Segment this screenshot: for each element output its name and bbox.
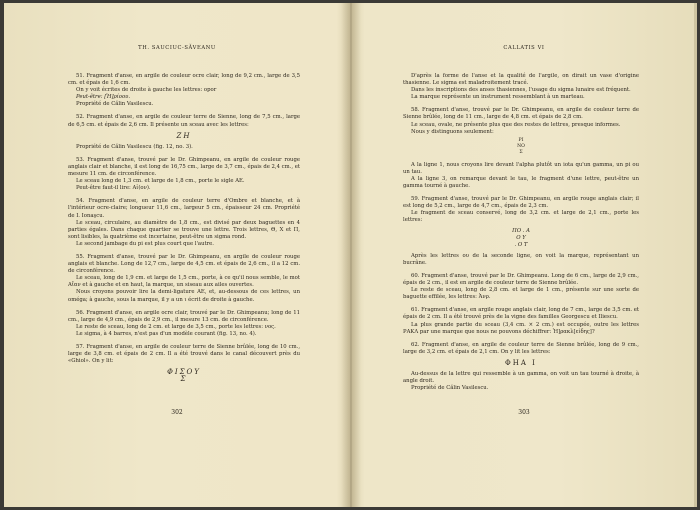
stamp-line: ΡΙ [518,137,524,143]
paragraph: Le sceau long de 1,3 cm. et large de 1,8 cm., porte le sigle ΑΕ. [76,178,245,185]
entry-56: 56. Fragment d'anse, en argile ocre clair, trouvé par le Dr. Ghimpeanu; long de 11 cm., large de 4,9 cm., épais de 2,9 cm., il mesure 13 cm. de circonférence. [68,309,300,323]
entry-61: 61. Fragment d'anse, en argile rouge anglais clair, long de 7 cm., large de 3,5 cm. et épais de 2 cm. Il a été trouvé près de la vigne des familles Georgescu et Iliescu. [403,307,639,321]
page-edge [694,3,697,507]
paragraph: Le sceau, circulaire, au diamètre de 1,8 cm., est divisé par deux baguettes en 4 parties égales. Dans chaque quartier se trouve une lettre. Trois lettres, Θ, Χ et Π, sont lisibles, la quatrième est incertaine, peut-être un sigma rond. [68,219,300,240]
paragraph: Le reste de sceau, long de 2,8 cm. et large de 1 cm., présente sur une sorte de baguette effilée, les lettres: Ἀνρ. [403,287,639,301]
paragraph: La plus grande partie du sceau (3,4 cm. × 2 cm.) est occupée, outre les lettres ΡΑΚΛ par une marque que nous ne pouvons déchiffrer: Ἡ]ρακλ[είδης]? [403,321,639,335]
paragraph: Le sigma, à 4 barres, n'est pas d'un modèle courant (fig. 13, no. 4). [76,330,257,337]
book-spread [4,3,697,507]
stamp-line: . Ο Τ [514,241,528,248]
stamp-inscription: Σ [180,375,188,384]
entry-58: 58. Fragment d'anse, trouvé par le Dr. Ghimpeanu, en argile de couleur terre de Sienne brûlée, long de 11 cm., large de 4,8 cm. et épais de 2,8 cm. [403,107,639,121]
paragraph: Le reste de sceau, long de 2 cm. et large de 3,5 cm., porte les lettres: νος. [76,323,276,330]
left-page [4,3,350,507]
paragraph: Propriété de Călin Vasilescu. [76,101,154,108]
entry-62: 62. Fragment d'anse, en argile de couleur terre de Sienne brûlée, long de 9 cm., large de 3,2 cm. et épais de 2,1 cm. On y lit les lettres: [403,341,639,355]
entry-57: 57. Fragment d'anse, en argile de couleur terre de Sienne brûlée, long de 10 cm., large de 3,8 cm. et épais de 2 cm. Il a été trouvé dans le canal découvert près du «Ghiol». On y lit: [68,344,300,365]
entry-60: 60. Fragment d'anse, trouvé par le Dr. Ghimpeanu. Long de 6 cm., large de 2,9 cm., épais de 2 cm., il est en argile de couleur terre de Sienne brûlée. [403,272,639,287]
paragraph: Propriété de Călin Vasilescu. [411,385,489,392]
paragraph: Peut-être faut-il lire: Αἰ(ον). [76,185,151,192]
stamp-inscription: ΖΗ [176,131,192,140]
stamp-line: Ο Υ [516,234,526,241]
paragraph: A la ligne 3, on remarque devant le tau, le fragment d'une lettre, peut-être un gamma tourné à gauche. [403,175,639,190]
right-page-text [403,73,639,392]
paragraph: A la ligne 1, nous croyons lire devant l'alpha plutôt un iota qu'un gamma, un pi ou un tau. [403,161,639,175]
right-running-head: CALLATIS VI [503,45,545,51]
paragraph: Peut-être: [Ἡ]ρίοου. [76,94,131,101]
left-folio: 302 [171,409,183,416]
stamp-inscription: ΦΙΣΟΥ [167,368,201,377]
stamp-inscription: ΦΗΑ Ι [505,358,537,367]
right-page [351,3,697,507]
entry-52: 52. Fragment d'anse, en argile de couleur terre de Sienne, long de 7,5 cm., large de 6,5 cm. et épais de 2,6 cm. Il présente un sceau avec les lettres: [68,114,300,128]
paragraph: Nous croyons pouvoir lire la demi-ligature ΑΕ, et, au-dessous de ces lettres, un oméga; à gauche, sous la marque, il y a un ι écrit de droite à gauche. [68,289,300,303]
paragraph: Propriété de Călin Vasilescu (fig. 12, no. 3). [76,143,193,150]
paragraph: Au-dessus de la lettre qui ressemble à un gamma, on voit un tau tourné à droite, à angle droit. [403,371,639,385]
paragraph: D'après la forme de l'anse et la qualité de l'argile, on dirait un vase d'origine thasienne. Le sigma est maladroitement tracé. [403,73,639,87]
book-gutter [341,3,361,507]
entry-53: 53. Fragment d'anse, trouvé par le Dr. Ghimpeanu, en argile de couleur rouge anglais clair et blanche, il est long de 16,75 cm., large de 3,7 cm., épais de 2,4 cm., et mesure 11 cm. de circonférence. [68,156,300,178]
paragraph: Après les lettres ου de la seconde ligne, on voit la marque, représentant un bucrâne. [403,252,639,266]
paragraph: On y voit écrites de droite à gauche les lettres: opor [76,87,217,94]
paragraph: La marque représente un instrument ressemblant à un marteau. [411,94,585,101]
entry-55: 55. Fragment d'anse, trouvé par le Dr. Ghimpeanu, en argile de couleur rouge anglais et blanche. Long de 12,7 cm., large de 4,5 cm. et épais de 2,6 cm., il a 12 cm. de circonférence. [68,253,300,275]
stamp-line: ΠΟ . Α [512,227,530,234]
paragraph: Le second jambage du pi est plus court que l'autre. [76,240,214,247]
paragraph: Nous y distinguons seulement: [411,128,494,135]
left-running-head: TH. SAUCIUC-SĂVEANU [138,45,216,51]
paragraph: Le sceau, long de 1,9 cm. et large de 1,5 cm., porte, à ce qu'il nous semble, le mot Αἴαν et à gauche et en haut, la marque, un siseau aux ailes ouvertes. [68,275,300,289]
entry-59: 59. Fragment d'anse, trouvé par le Dr. Ghimpeanu, en argile rouge anglais clair; il est long de 5,2 cm., large de 4,7 cm., épais de 2,3 cm. [403,196,639,210]
paragraph: Le fragment de sceau conservé, long de 3,2 cm. et large de 2,1 cm., porte les lettres: [403,210,639,224]
paragraph: Le sceau, ovale, ne présente plus que des restes de lettres, presque informes. [411,121,621,128]
entry-51: 51. Fragment d'anse, en argile de couleur ocre clair, long de 9,2 cm., large de 3,5 cm. et épais de 1,6 cm. [68,73,300,87]
stamp-line: ΝΟ [517,143,525,149]
entry-54: 54. Fragment d'anse, en argile de couleur terre d'Ombre et blanche, et à l'intérieur ocre-claire; longueur 11,6 cm., largeur 5 cm., épaisseur 24 cm. Propriété de I. Ionaşcu. [68,198,300,219]
left-page-text [68,73,300,387]
right-folio: 303 [518,409,530,416]
stamp-line: Σ [519,149,523,155]
paragraph: Dans les inscriptions des anses thasiennes, l'usage du sigma lunaire est fréquent. [411,87,631,94]
